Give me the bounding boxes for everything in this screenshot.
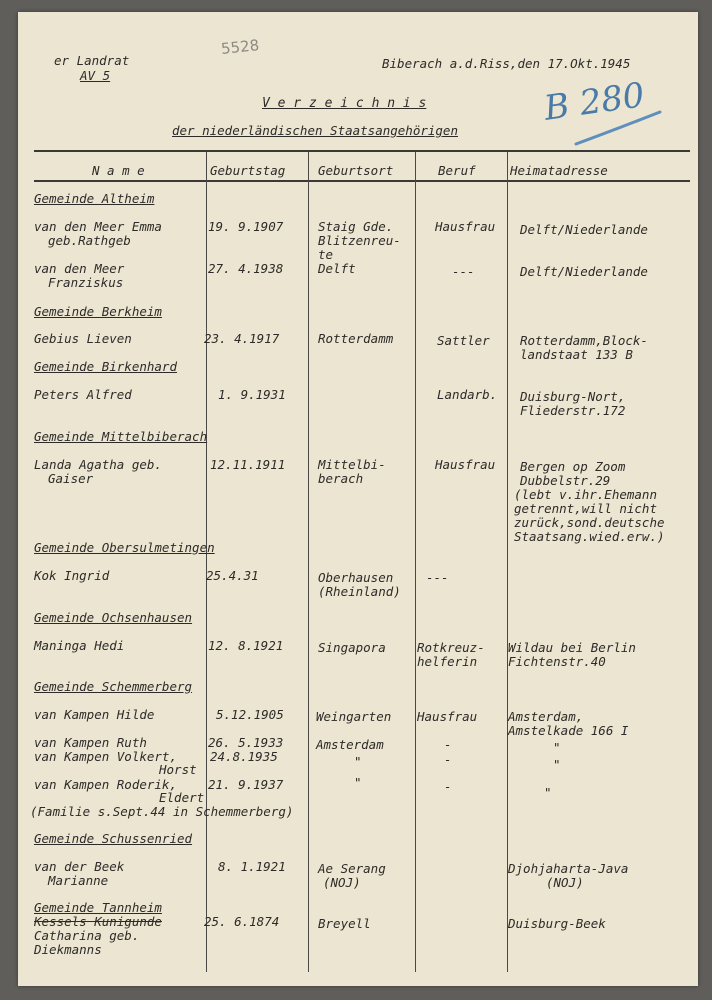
cell-address: getrennt,will nicht xyxy=(514,501,657,516)
cell-address: " xyxy=(553,757,561,772)
cell-name: geb.Rathgeb xyxy=(48,233,131,248)
cell-occupation: Hausfrau xyxy=(417,709,478,724)
cell-name: Peters Alfred xyxy=(34,387,132,402)
group-heading: Gemeinde Schussenried xyxy=(34,831,193,846)
column-divider xyxy=(507,152,508,972)
cell-birthplace: Mittelbi- xyxy=(318,457,386,472)
cell-birthplace: (NOJ) xyxy=(323,875,361,890)
group-heading: Gemeinde Tannheim xyxy=(34,900,162,915)
cell-birthdate: 5.12.1905 xyxy=(216,707,284,722)
cell-birthplace: Weingarten xyxy=(316,709,392,724)
column-divider xyxy=(415,152,416,972)
cell-birthplace: (Rheinland) xyxy=(318,584,401,599)
cell-birthdate: 23. 4.1917 xyxy=(204,331,280,346)
group-heading: Gemeinde Berkheim xyxy=(34,304,162,319)
cell-occupation: - xyxy=(444,737,452,752)
cell-name: Gebius Lieven xyxy=(34,331,132,346)
group-heading: Gemeinde Schemmerberg xyxy=(34,679,193,694)
cell-birthplace: Singapora xyxy=(318,640,386,655)
cell-address: " xyxy=(544,785,552,800)
cell-name: Landa Agatha geb. xyxy=(34,457,162,472)
group-heading: Gemeinde Ochsenhausen xyxy=(34,610,193,625)
column-header-birthplace: Geburtsort xyxy=(318,163,394,178)
cell-address: " xyxy=(553,740,561,755)
cell-birthplace: Blitzenreu- xyxy=(318,233,401,248)
cell-occupation: helferin xyxy=(417,654,478,669)
cell-occupation: - xyxy=(444,779,452,794)
cell-name: van Kampen Roderik, xyxy=(34,777,177,792)
place-date: Biberach a.d.Riss,den 17.Okt.1945 xyxy=(382,56,631,71)
cell-address: Delft/Niederlande xyxy=(520,222,648,237)
cell-birthplace: berach xyxy=(318,471,364,486)
cell-address: Bergen op Zoom xyxy=(520,459,626,474)
cell-name: van Kampen Hilde xyxy=(34,707,155,722)
cell-address: Delft/Niederlande xyxy=(520,264,648,279)
cell-name: Eldert xyxy=(159,790,205,805)
cell-birthplace: Amsterdam xyxy=(316,737,384,752)
office-label: er Landrat xyxy=(54,53,130,68)
cell-address: Amsterdam, xyxy=(508,709,584,724)
reference-code: AV 5 xyxy=(80,68,111,83)
cell-birthdate: 12.11.1911 xyxy=(210,457,286,472)
cell-occupation: - xyxy=(444,752,452,767)
archive-stamp: B 280 xyxy=(541,75,647,129)
cell-birthplace: Staig Gde. xyxy=(318,219,394,234)
cell-birthplace: " xyxy=(354,775,362,790)
cell-occupation: --- xyxy=(452,264,475,279)
column-divider xyxy=(206,152,207,972)
group-heading: Gemeinde Altheim xyxy=(34,191,155,206)
cell-birthdate: 25. 6.1874 xyxy=(204,914,280,929)
pencil-annotation: 5528 xyxy=(220,36,261,58)
cell-birthdate: 27. 4.1938 xyxy=(208,261,284,276)
cell-address: Fichtenstr.40 xyxy=(508,654,606,669)
cell-address: Djohjaharta-Java xyxy=(508,861,629,876)
group-note: (Familie s.Sept.44 in Schemmerberg) xyxy=(30,804,294,819)
cell-name: van den Meer xyxy=(34,261,125,276)
cell-birthdate: 8. 1.1921 xyxy=(218,859,286,874)
cell-birthdate: 19. 9.1907 xyxy=(208,219,284,234)
cell-address: (NOJ) xyxy=(546,875,584,890)
cell-name: Kok Ingrid xyxy=(34,568,110,583)
cell-name: van den Meer Emma xyxy=(34,219,162,234)
cell-birthdate: 24.8.1935 xyxy=(210,749,278,764)
cell-occupation: Landarb. xyxy=(437,387,498,402)
cell-address: Fliederstr.172 xyxy=(520,403,626,418)
cell-birthplace: " xyxy=(354,754,362,769)
group-heading: Gemeinde Birkenhard xyxy=(34,359,177,374)
cell-name: Gaiser xyxy=(48,471,94,486)
cell-occupation: Hausfrau xyxy=(435,457,496,472)
cell-occupation: Rotkreuz- xyxy=(417,640,485,655)
cell-birthplace: Delft xyxy=(318,261,356,276)
cell-birthplace: Breyell xyxy=(318,916,371,931)
cell-address: Rotterdamm,Block- xyxy=(520,333,648,348)
document-subtitle: der niederländischen Staatsangehörigen xyxy=(172,123,458,138)
cell-address: Dubbelstr.29 xyxy=(520,473,611,488)
cell-address: Staatsang.wied.erw.) xyxy=(514,529,665,544)
cell-name: van Kampen Volkert, xyxy=(34,749,177,764)
cell-address: zurück,sond.deutsche xyxy=(514,515,665,530)
cell-name: van der Beek xyxy=(34,859,125,874)
group-heading: Gemeinde Obersulmetingen xyxy=(34,540,215,555)
cell-birthplace: Rotterdamm xyxy=(318,331,394,346)
cell-birthplace: te xyxy=(318,247,334,262)
cell-birthdate: 12. 8.1921 xyxy=(208,638,284,653)
cell-name: Franziskus xyxy=(48,275,124,290)
column-header-occupation: Beruf xyxy=(438,163,476,178)
cell-occupation: Hausfrau xyxy=(435,219,496,234)
cell-occupation: Sattler xyxy=(437,333,490,348)
stamp-stroke xyxy=(574,108,664,148)
cell-name: Horst xyxy=(159,762,197,777)
cell-name: Marianne xyxy=(48,873,109,888)
group-heading: Gemeinde Mittelbiberach xyxy=(34,429,208,444)
cell-name: Catharina geb. xyxy=(34,928,140,943)
cell-occupation: --- xyxy=(426,570,449,585)
cell-birthplace: Oberhausen xyxy=(318,570,394,585)
column-header-birthdate: Geburtstag xyxy=(210,163,286,178)
cell-birthplace: Ae Serang xyxy=(318,861,386,876)
cell-birthdate: 1. 9.1931 xyxy=(218,387,286,402)
cell-birthdate: 21. 9.1937 xyxy=(208,777,284,792)
cell-address: landstaat 133 B xyxy=(520,347,633,362)
table-header-rule xyxy=(34,180,690,182)
cell-name: Maninga Hedi xyxy=(34,638,125,653)
cell-name: Kessels Kunigunde xyxy=(34,914,162,929)
cell-birthdate: 25.4.31 xyxy=(206,568,259,583)
column-header-address: Heimatadresse xyxy=(510,163,608,178)
column-divider xyxy=(308,152,309,972)
document-page xyxy=(18,12,698,986)
cell-address: Wildau bei Berlin xyxy=(508,640,636,655)
cell-address: (lebt v.ihr.Ehemann xyxy=(514,487,657,502)
cell-address: Duisburg-Nort, xyxy=(520,389,626,404)
document-title: V e r z e i c h n i s xyxy=(262,96,427,111)
table-top-rule xyxy=(34,150,690,152)
cell-address: Duisburg-Beek xyxy=(508,916,606,931)
cell-name: Diekmanns xyxy=(34,942,102,957)
cell-birthdate: 26. 5.1933 xyxy=(208,735,284,750)
column-header-name: N a m e xyxy=(92,163,145,178)
cell-name: van Kampen Ruth xyxy=(34,735,147,750)
cell-address: Amstelkade 166 I xyxy=(508,723,629,738)
